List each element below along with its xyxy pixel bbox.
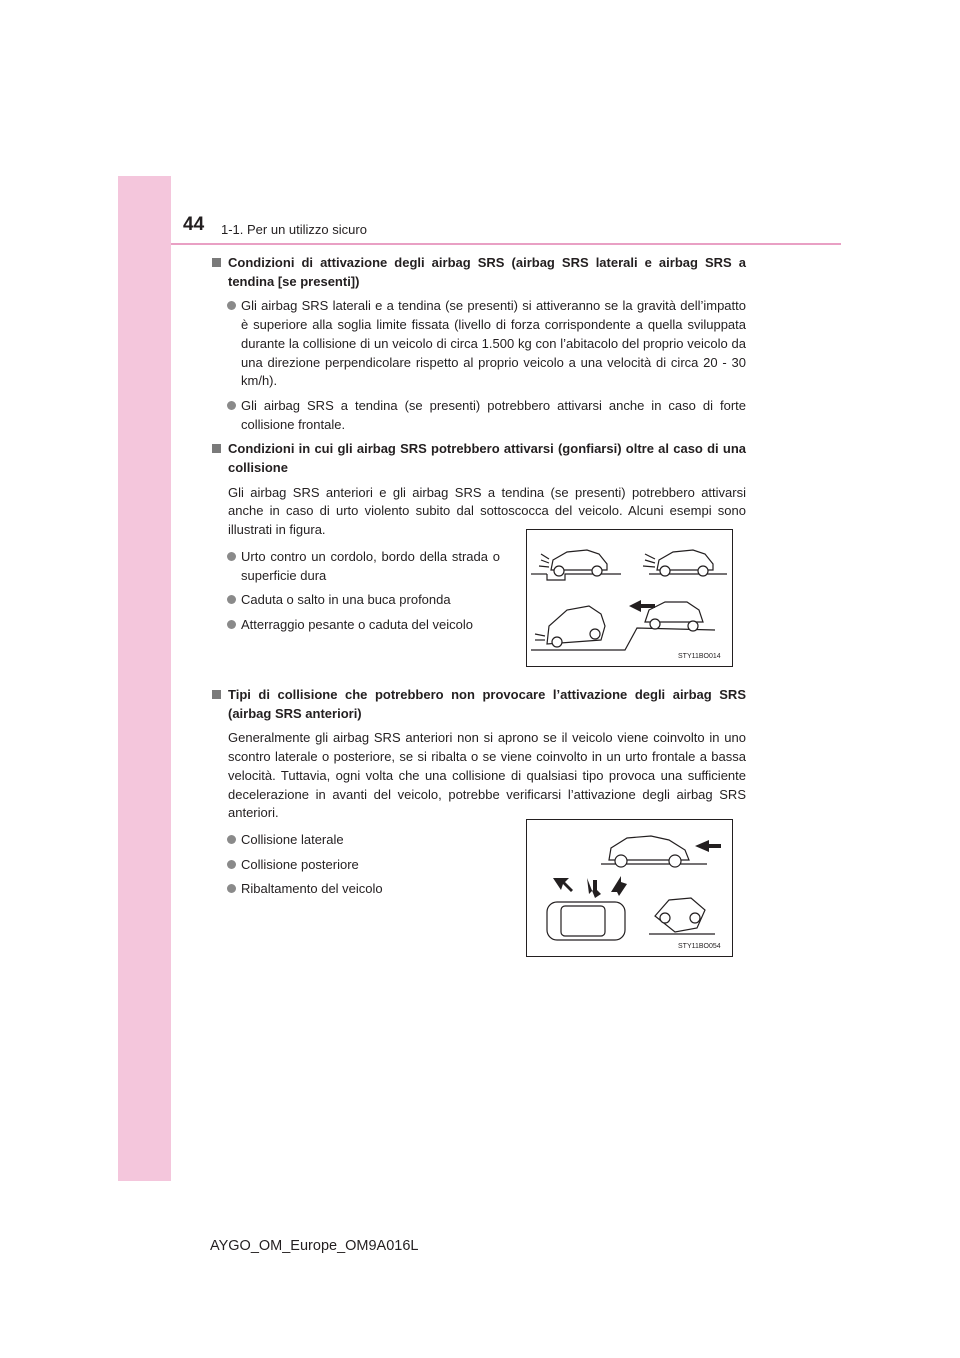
figure-underbody-impacts <box>526 529 733 667</box>
round-bullet-icon <box>227 884 236 893</box>
list-item <box>210 616 500 635</box>
round-bullet-icon <box>227 595 236 604</box>
heading-text: Condizioni di attivazione degli airbag SRS (airbag SRS laterali e airbag SRS a tendina [se presenti]) <box>228 255 746 289</box>
list-item-text: Gli airbag SRS a tendina (se presenti) potrebbero attivarsi anche in caso di forte collisione frontale. <box>241 397 746 432</box>
list-item <box>210 831 500 850</box>
round-bullet-icon <box>227 835 236 844</box>
list-item-text: Ribaltamento del veicolo <box>241 881 383 897</box>
collision-list <box>210 831 500 899</box>
example-list <box>210 548 500 635</box>
section-title: 1-1. Per un utilizzo sicuro <box>221 222 367 237</box>
section-side-airbags <box>210 254 746 434</box>
side-tab <box>118 176 171 1181</box>
list-item-text: Urto contro un cordolo, bordo della strada o superficie dura <box>241 548 500 583</box>
square-bullet-icon <box>212 258 221 267</box>
list-item-text: Atterraggio pesante o caduta del veicolo <box>241 616 473 632</box>
collision-types-illustration <box>527 820 732 956</box>
list-item <box>210 856 500 875</box>
header-rule <box>171 243 841 245</box>
section-paragraph: Generalmente gli airbag SRS anteriori non si aprono se il veicolo viene coinvolto in uno scontro laterale o posteriore, se si ribalta o se viene coinvolto in un urto frontale a bassa velocità. Tuttavia, ogni volta che una collisione di qualsiasi tipo provoca una sufficiente decelerazione in avanti del veicolo, potrebbe verificarsi l’attivazione degli airbag SRS anteriori. <box>228 730 746 821</box>
round-bullet-icon <box>227 301 236 310</box>
figure-code: STY11BO054 <box>678 943 721 950</box>
section-paragraph: Gli airbag SRS anteriori e gli airbag SRS a tendina (se presenti) potrebbero attivarsi anche in caso di urto violento subito dal sottoscocca del veicolo. Alcuni esempi sono illustrati in figura. <box>228 484 746 538</box>
round-bullet-icon <box>227 552 236 561</box>
square-bullet-icon <box>212 690 221 699</box>
footer-doc-code: AYGO_OM_Europe_OM9A016L <box>210 1238 419 1254</box>
square-bullet-icon <box>212 444 221 453</box>
list-item-text: Collisione laterale <box>241 831 344 847</box>
list-item <box>210 297 746 391</box>
page-number: 44 <box>183 214 205 235</box>
list-item-text: Caduta o salto in una buca profonda <box>241 592 451 608</box>
list-item-text: Gli airbag SRS laterali e a tendina (se presenti) si attiveranno se la gravità dell’impatto è superiore alla soglia limite fissata (livello di forza corrispondente a quella sviluppata durante la collisione di un veicolo di circa 1.500 kg con l’abitacolo del proprio veicolo da una direzione perpendicolare rispetto al proprio veicolo a una velocità di circa 20 - 30 km/h). <box>241 298 746 389</box>
section-heading <box>210 254 746 291</box>
heading-text: Tipi di collisione che potrebbero non provocare l’attivazione degli airbag SRS (airbag SRS anteriori) <box>228 687 746 721</box>
section-heading <box>210 686 746 723</box>
underbody-impact-illustration <box>527 530 732 666</box>
round-bullet-icon <box>227 401 236 410</box>
list-item <box>210 591 500 610</box>
list-item <box>210 880 500 899</box>
figure-code: STY11BO014 <box>678 653 721 660</box>
heading-text: Condizioni in cui gli airbag SRS potrebbero attivarsi (gonfiarsi) oltre al caso di una collisione <box>228 441 746 476</box>
round-bullet-icon <box>227 860 236 869</box>
round-bullet-icon <box>227 620 236 629</box>
list-item <box>210 397 746 434</box>
figure-collision-types <box>526 819 733 957</box>
list-item-text: Collisione posteriore <box>241 856 359 872</box>
section-heading <box>210 440 746 477</box>
list-item <box>210 548 500 585</box>
